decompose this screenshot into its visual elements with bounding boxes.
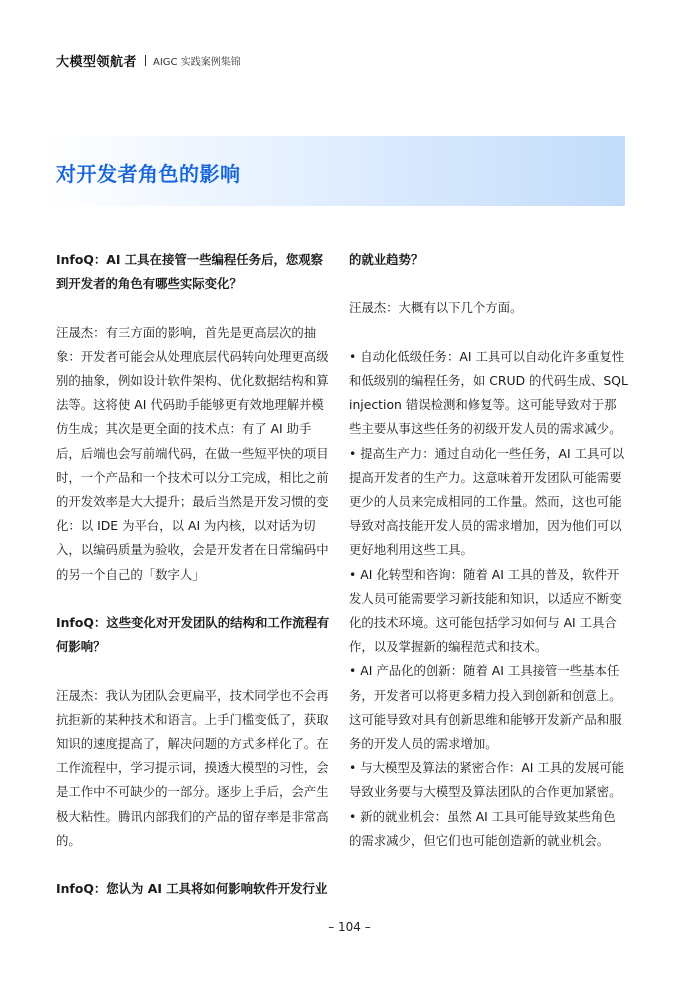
publication-title: 大模型领航者 xyxy=(56,54,138,70)
answer-intro: 汪晟杰：大概有以下几个方面。 xyxy=(349,300,523,316)
interview-answer: 汪晟杰：我认为团队会更扁平，技术同学也不会再抗拒新的某种技术和语言。上手门槛变低了，获取知识的速度提高了，解决问题的方式多样化了。在工作流程中，学习提示词，摸透大模型的习性，会是工作中不可缺少的一部分。逐步上手后，会产生极大粘性。腾讯内部我们的产品的留存率是非常高的。 xyxy=(56,687,329,848)
bullet-item: • 自动化低级任务：AI 工具可以自动化许多重复性和低级别的编程任务，如 CRUD 的代码生成、SQL injection 错误检测和修复等。这可能导致对于那些主要从事这些任务的初级开发人员的需求减少。 xyxy=(349,348,628,437)
interview-question: InfoQ：AI 工具在接管一些编程任务后，您观察到开发者的角色有哪些实际变化？ xyxy=(56,252,324,292)
left-column xyxy=(56,248,333,901)
bullet-item: • 与大模型及算法的紧密合作：AI 工具的发展可能导致业务要与大模型及算法团队的合作更加紧密。 xyxy=(349,760,625,800)
header-divider xyxy=(145,55,146,66)
publication-subtitle: AIGC 实践案例集锦 xyxy=(153,56,241,68)
page-number: – 104 – xyxy=(328,920,371,934)
bullet-item: • AI 化转型和咨询：随着 AI 工具的普及，软件开发人员可能需要学习新技能和知识，以适应不断变化的技术环境。这可能包括学习如何与 AI 工具合作，以及掌握新的编程范式和技术。 xyxy=(349,566,622,655)
section-title: 对开发者角色的影响 xyxy=(56,162,241,186)
section-banner xyxy=(45,136,625,206)
interview-question: InfoQ：您认为 AI 工具将如何影响软件开发行业 xyxy=(56,881,328,897)
bullet-item: • 新的就业机会：虽然 AI 工具可能导致某些角色的需求减少，但它们也可能创造新的就业机会。 xyxy=(349,808,616,848)
bullet-item: • AI 产品化的创新：随着 AI 工具接管一些基本任务，开发者可以将更多精力投入到创新和创意上。这可能导致对具有创新思维和能够开发新产品和服务的开发人员的需求增加。 xyxy=(349,663,622,752)
bullet-item: • 提高生产力：通过自动化一些任务，AI 工具可以提高开发者的生产力。这意味着开发团队可能需要更少的人员来完成相同的工作量。然而，这也可能导致对高技能开发人员的需求增加，因为他们可以更好地利用这些工具。 xyxy=(349,445,625,558)
right-column xyxy=(349,248,628,853)
interview-question-continued: 的就业趋势？ xyxy=(349,252,424,267)
running-header xyxy=(56,52,241,68)
interview-answer: 汪晟杰：有三方面的影响，首先是更高层次的抽象：开发者可能会从处理底层代码转向处理更高级别的抽象，例如设计软件架构、优化数据结构和算法等。这将使 AI 代码助手能够更有效地理解并模仿生成；其次是更全面的技术点：有了 AI 助手后，后端也会写前端代码，在做一些短平快的项目时，一个产品和一个技术可以分工完成，相比之前的开发效率是大大提升；最后当然是开发习惯的变化：以 IDE 为平台，以 AI 为内核，以对话为切入，以编码质量为验收，会是开发者在日常编码中的另一个自己的「数字人」 xyxy=(56,324,329,582)
interview-question: InfoQ：这些变化对开发团队的结构和工作流程有何影响？ xyxy=(56,615,330,655)
